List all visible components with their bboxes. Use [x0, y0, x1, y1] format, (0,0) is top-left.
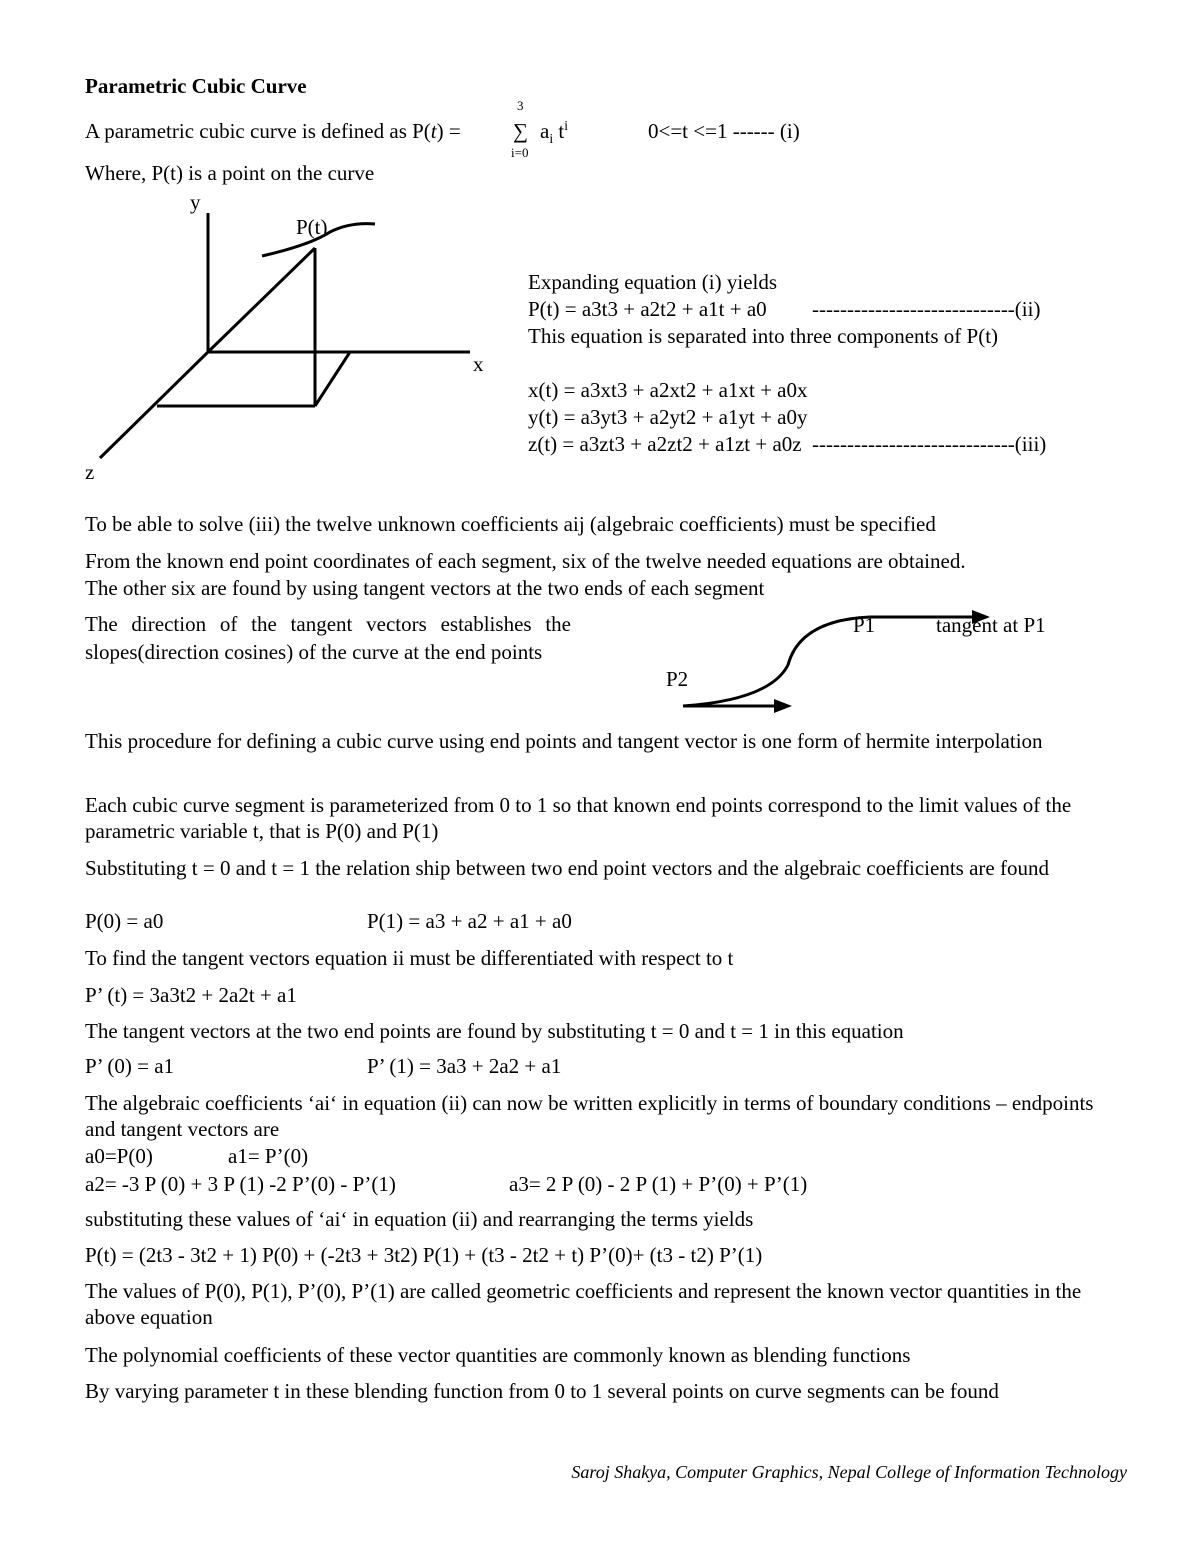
- sum-upper-limit: 3: [517, 98, 524, 113]
- paragraph: To find the tangent vectors equation ii must be differentiated with respect to t: [85, 946, 734, 970]
- paragraph: The direction of the tangent vectors establishes the slopes(direction cosines) of the curve at the end points: [85, 612, 571, 664]
- definition-range: 0<=t <=1 ------ (i): [648, 119, 800, 143]
- equation-p0: P(0) = a0: [85, 909, 164, 933]
- paragraph: The polynomial coefficients of these vector quantities are commonly known as blending functions: [85, 1343, 911, 1367]
- paragraph: Substituting t = 0 and t = 1 the relation ship between two end point vectors and the algebraic coefficients are found: [85, 856, 1049, 880]
- equation-z: z(t) = a3zt3 + a2zt2 + a1zt + a0z: [528, 432, 802, 456]
- definition-line: A parametric cubic curve is defined as P(t) =: [85, 119, 461, 143]
- tangent-figure: [0, 0, 1100, 720]
- equation-x: x(t) = a3xt3 + a2xt2 + a1xt + a0x: [528, 378, 808, 402]
- equation-dp1: P’ (1) = 3a3 + 2a2 + a1: [367, 1054, 562, 1078]
- paragraph: This procedure for defining a cubic curve using end points and tangent vector is one form of hermite interpolation: [85, 729, 1043, 753]
- paragraph: The values of P(0), P(1), P’(0), P’(1) are called geometric coefficients and represent the known vector quantities in the above equation: [85, 1279, 1082, 1330]
- equation-a0: a0=P(0): [85, 1144, 153, 1168]
- equation-a1: a1= P’(0): [228, 1144, 309, 1168]
- equation-final: P(t) = (2t3 - 3t2 + 1) P(0) + (-2t3 + 3t2) P(1) + (t3 - 2t2 + t) P’(0)+ (t3 - t2) P’(1): [85, 1243, 763, 1267]
- page-title: Parametric Cubic Curve: [85, 74, 307, 98]
- z-axis-label: z: [85, 460, 95, 484]
- equation-a2: a2= -3 P (0) + 3 P (1) -2 P’(0) - P’(1): [85, 1172, 396, 1196]
- equation-y: y(t) = a3yt3 + a2yt2 + a1yt + a0y: [528, 405, 808, 429]
- p1-label: P1: [853, 613, 876, 637]
- sum-term: $a_i$ $t^i$: [540, 118, 569, 147]
- equation-p1: P(1) = a3 + a2 + a1 + a0: [367, 909, 572, 933]
- equation-a3: a3= 2 P (0) - 2 P (1) + P’(0) + P’(1): [509, 1172, 808, 1196]
- curve-point-label: P(t): [296, 215, 328, 239]
- hermite-curve: [683, 617, 870, 706]
- x-axis-label: x: [473, 352, 484, 376]
- equation-derivative: P’ (t) = 3a3t2 + 2a2t + a1: [85, 983, 297, 1007]
- sum-symbol: ∑: [513, 119, 528, 143]
- equation-ii-tag: -----------------------------(ii): [812, 297, 1041, 321]
- where-line: Where, P(t) is a point on the curve: [85, 161, 375, 185]
- footer-credit: Saroj Shakya, Computer Graphics, Nepal College of Information Technology: [571, 1462, 1127, 1482]
- equation-dp0: P’ (0) = a1: [85, 1054, 175, 1078]
- paragraph: Each cubic curve segment is parameterized from 0 to 1 so that known end points correspond to the limit values of the parametric variable t, that is P(0) and P(1): [85, 793, 1072, 844]
- y-axis-label: y: [190, 190, 201, 214]
- equation-iii-tag: -----------------------------(iii): [812, 432, 1047, 456]
- equation-ii: P(t) = a3t3 + a2t2 + a1t + a0: [528, 297, 767, 321]
- sum-lower-limit: i=0: [511, 145, 529, 160]
- tangent-label: tangent at P1: [936, 613, 1046, 637]
- paragraph: By varying parameter t in these blending function from 0 to 1 several points on curve segments can be found: [85, 1379, 999, 1403]
- paragraph: The other six are found by using tangent vectors at the two ends of each segment: [85, 576, 765, 600]
- paragraph: The algebraic coefficients ‘ai‘ in equation (ii) can now be written explicitly in terms of boundary conditions – endpoints and tangent vectors are: [85, 1091, 1094, 1142]
- paragraph: To be able to solve (iii) the twelve unknown coefficients aij (algebraic coefficients) must be specified: [85, 512, 936, 536]
- paragraph: From the known end point coordinates of each segment, six of the twelve needed equations are obtained.: [85, 549, 966, 573]
- arrow-head: [774, 699, 792, 713]
- expand-intro: Expanding equation (i) yields: [528, 270, 778, 294]
- paragraph: substituting these values of ‘ai‘ in equation (ii) and rearranging the terms yields: [85, 1207, 754, 1231]
- expand-separation: This equation is separated into three components of P(t): [528, 324, 999, 348]
- paragraph: The tangent vectors at the two end points are found by substituting t = 0 and t = 1 in this equation: [85, 1019, 904, 1043]
- p2-label: P2: [666, 667, 689, 691]
